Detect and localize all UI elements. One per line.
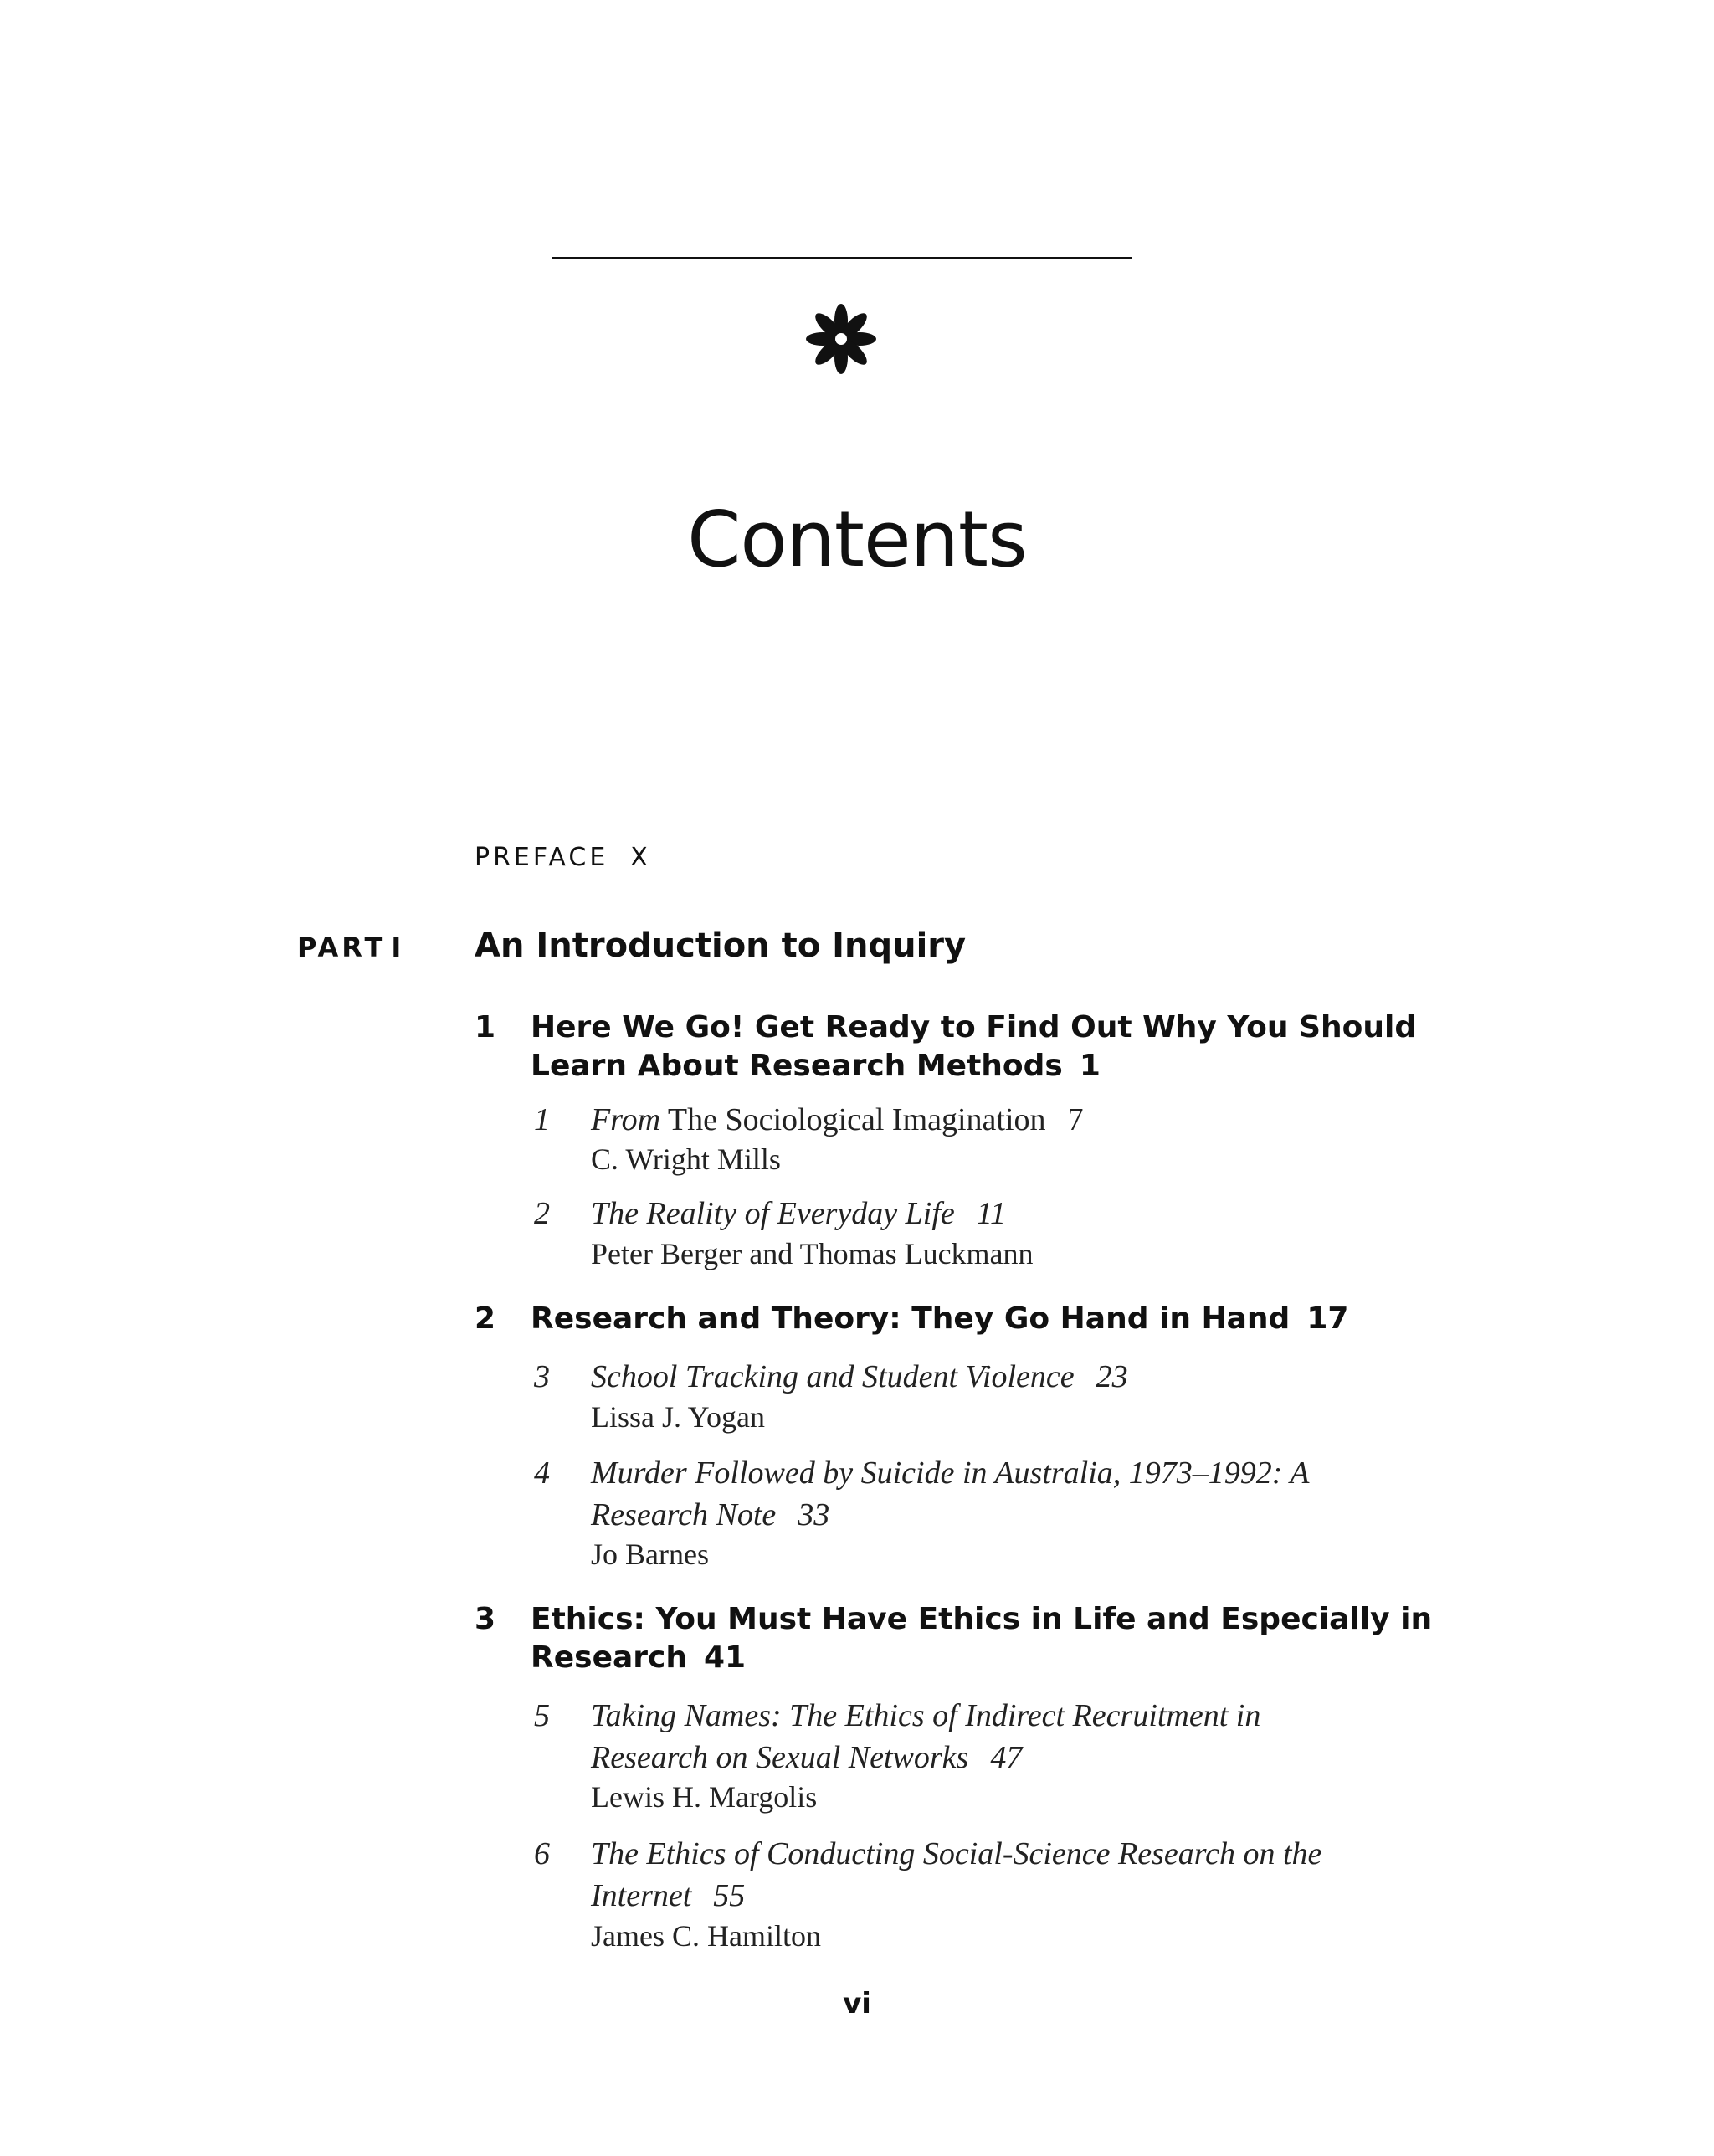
reading-number: 4 — [534, 1455, 550, 1491]
reading-title-prefix: From — [591, 1102, 661, 1137]
chapter-page-number: 41 — [704, 1640, 747, 1675]
reading-page-number: 11 — [976, 1196, 1006, 1231]
reading-author: C. Wright Mills — [591, 1142, 781, 1176]
part-label — [297, 927, 401, 968]
reading-title[interactable] — [591, 1695, 1378, 1779]
reading-page-number: 33 — [798, 1497, 830, 1532]
preface-page-number: X — [630, 843, 651, 872]
top-rule — [552, 257, 1132, 259]
reading-title[interactable] — [591, 1833, 1378, 1917]
preface-entry[interactable] — [475, 841, 651, 875]
reading-author: Lewis H. Margolis — [591, 1780, 818, 1814]
reading-page-number: 55 — [713, 1878, 746, 1913]
chapter-title-text: Research and Theory: They Go Hand in Hand — [531, 1301, 1291, 1336]
chapter-title-text: Here We Go! Get Ready to Find Out Why You Should Learn About Research Methods — [531, 1010, 1417, 1083]
reading-number: 5 — [534, 1698, 550, 1733]
chapter-page-number: 17 — [1306, 1301, 1349, 1336]
reading-number: 3 — [534, 1359, 550, 1394]
part-title[interactable]: An Introduction to Inquiry — [475, 927, 967, 965]
chapter-title[interactable] — [531, 1600, 1451, 1677]
chapter-title-text: Ethics: You Must Have Ethics in Life and Especially in Research — [531, 1602, 1433, 1675]
chapter-title[interactable] — [531, 1300, 1451, 1338]
reading-title[interactable] — [591, 1099, 1378, 1141]
reading-title-text: School Tracking and Student Violence — [591, 1359, 1075, 1394]
reading-author: Jo Barnes — [591, 1537, 709, 1571]
chapter-page-number: 1 — [1079, 1049, 1101, 1083]
reading-title-text: The Ethics of Conducting Social-Science Research on the Internet — [591, 1836, 1322, 1913]
part-word: PART — [297, 932, 387, 963]
reading-page-number: 47 — [990, 1740, 1023, 1775]
reading-page-number: 23 — [1096, 1359, 1128, 1394]
reading-number: 2 — [534, 1196, 550, 1231]
reading-title-text: Taking Names: The Ethics of Indirect Recruitment in Research on Sexual Networks — [591, 1698, 1261, 1775]
asterisk-flower-icon — [803, 301, 879, 377]
reading-title[interactable] — [591, 1193, 1378, 1235]
reading-author: James C. Hamilton — [591, 1919, 821, 1953]
chapter-title[interactable] — [531, 1009, 1451, 1086]
chapter-number: 2 — [475, 1301, 496, 1336]
chapter-number: 3 — [475, 1602, 496, 1636]
reading-number: 6 — [534, 1836, 550, 1871]
chapter-number: 1 — [475, 1010, 496, 1045]
reading-title[interactable] — [591, 1356, 1378, 1398]
page-title: Contents — [687, 495, 1027, 584]
page-number: vi — [843, 1987, 871, 2020]
reading-author: Lissa J. Yogan — [591, 1400, 766, 1434]
reading-title[interactable] — [591, 1452, 1378, 1536]
reading-title-text: The Sociological Imagination — [667, 1102, 1046, 1137]
part-number: I — [391, 932, 402, 963]
preface-label: PREFACE — [475, 843, 609, 872]
reading-title-text: The Reality of Everyday Life — [591, 1196, 955, 1231]
reading-author: Peter Berger and Thomas Luckmann — [591, 1237, 1034, 1270]
reading-number: 1 — [534, 1102, 550, 1137]
reading-title-text: Murder Followed by Suicide in Australia, 1973–1992: A Research Note — [591, 1455, 1309, 1532]
reading-page-number: 7 — [1067, 1102, 1084, 1137]
